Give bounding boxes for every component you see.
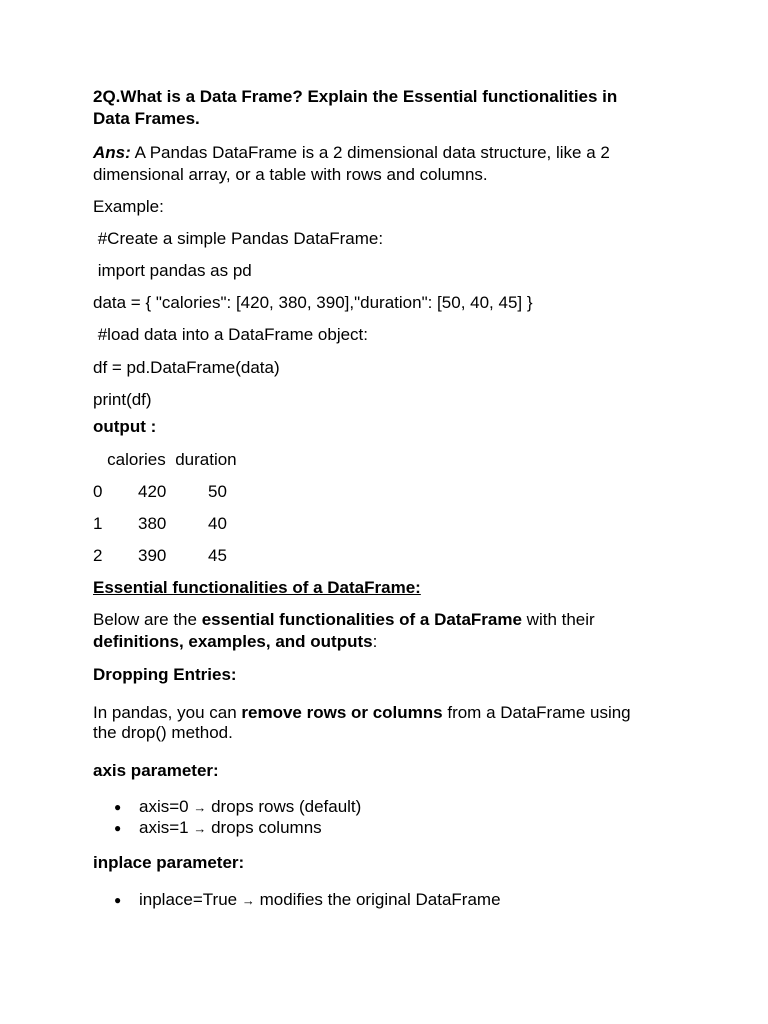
dropping-text-end: from a DataFrame using the drop() method. [93, 703, 631, 742]
axis-heading: axis parameter: [93, 761, 219, 780]
question-title [93, 86, 617, 130]
bullet-icon: ● [114, 800, 122, 814]
list-item: ● inplace=True → modifies the original DataFrame [114, 890, 501, 909]
bullet-icon: ● [114, 893, 122, 907]
list-item: ● axis=1 → drops columns [114, 818, 322, 837]
code-line-print: print(df) [93, 390, 152, 409]
dropping-heading: Dropping Entries: [93, 665, 237, 684]
bullet-icon: ● [114, 821, 122, 835]
inplace-heading: inplace parameter: [93, 853, 245, 872]
code-line-data: data = { "calories": [420, 380, 390],"duration": [50, 40, 45] } [93, 293, 533, 312]
arrow-right-icon: → [193, 821, 207, 836]
answer-text: A Pandas DataFrame is a 2 dimensional data structure, like a 2 dimensional array, or a table with rows and columns. [93, 143, 610, 184]
example-heading: Example: [93, 197, 164, 216]
row-index: 0 [93, 482, 103, 501]
inplace-list [93, 890, 501, 911]
code-line-dataframe: df = pd.DataFrame(data) [93, 358, 280, 377]
row-index: 2 [93, 546, 103, 565]
question-title-line1: 2Q.What is a Data Frame? Explain the Essential functionalities in [93, 87, 618, 106]
row-duration: 45 [208, 546, 227, 565]
arrow-right-icon: → [193, 800, 207, 815]
answer-paragraph [93, 142, 683, 186]
question-title-line2: Data Frames. [93, 109, 200, 128]
axis-list [93, 797, 361, 839]
functionalities-intro: Below are the essential functionalities of a DataFrame with their definitions, examples, and outputs: [93, 610, 595, 651]
code-line-comment-create: #Create a simple Pandas DataFrame: [93, 229, 384, 248]
output-table-header: calories duration [93, 450, 237, 469]
arrow-right-icon: → [241, 893, 255, 908]
output-table-row [93, 545, 293, 567]
row-duration: 50 [208, 482, 227, 501]
dropping-paragraph: In pandas, you can remove rows or columns from a DataFrame using the drop() method. [93, 703, 631, 742]
output-label: output : [93, 417, 157, 436]
row-calories: 420 [138, 482, 167, 501]
output-table-row [93, 481, 293, 503]
list-item: ● axis=0 → drops rows (default) [114, 797, 362, 816]
code-line-import: import pandas as pd [93, 261, 252, 280]
row-calories: 380 [138, 514, 167, 533]
code-line-comment-load: #load data into a DataFrame object: [93, 325, 368, 344]
row-calories: 390 [138, 546, 167, 565]
row-index: 1 [93, 514, 103, 533]
row-duration: 40 [208, 514, 227, 533]
functionalities-heading: Essential functionalities of a DataFrame: [93, 578, 421, 597]
output-table-row [93, 513, 293, 535]
answer-label: Ans: [93, 143, 131, 162]
